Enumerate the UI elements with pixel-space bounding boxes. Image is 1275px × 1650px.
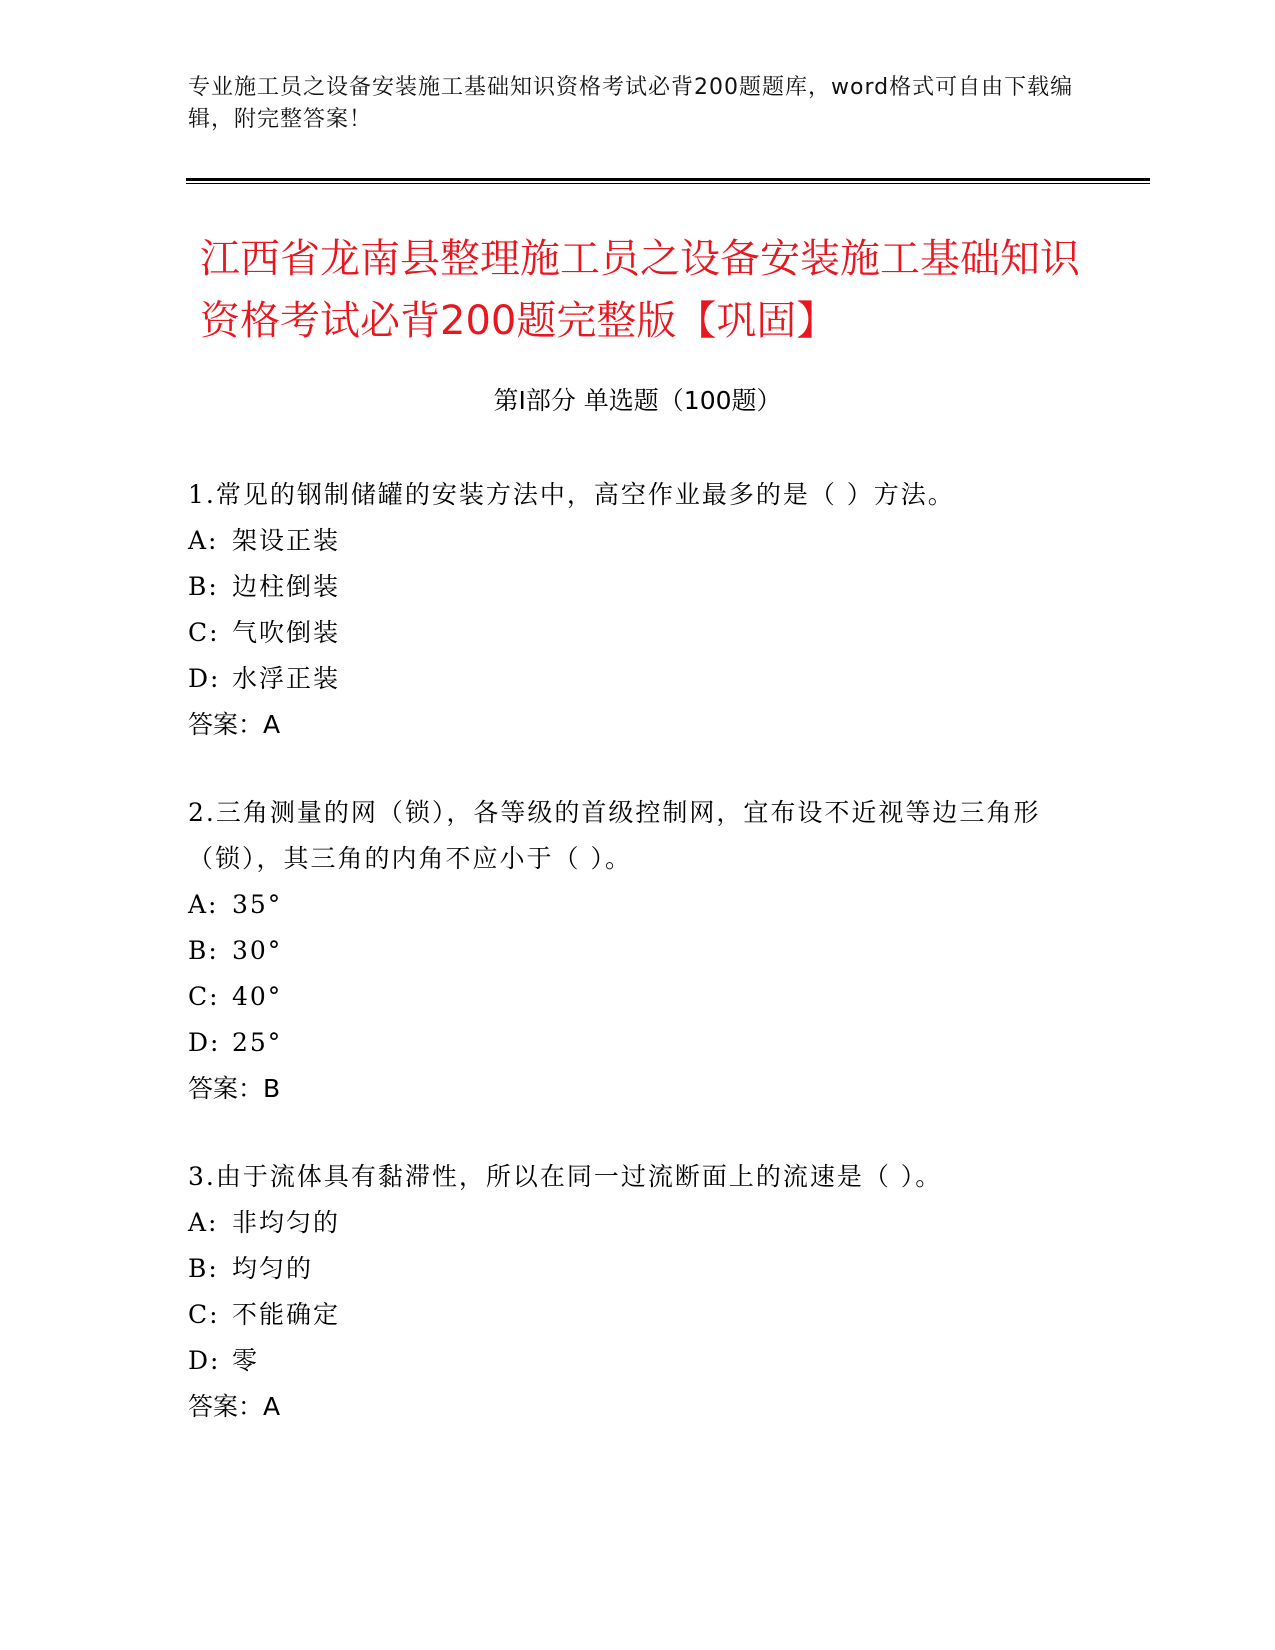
option-key: A: xyxy=(188,526,219,555)
option-key: B: xyxy=(188,1254,219,1283)
answer-line xyxy=(188,1384,1068,1430)
answer-label: 答案： xyxy=(188,1074,264,1103)
option-key: C: xyxy=(188,1300,220,1329)
question-2 xyxy=(188,790,1068,1112)
option-text: 架设正装 xyxy=(232,526,341,555)
answer-label: 答案： xyxy=(188,710,264,739)
option-text: 25° xyxy=(232,1028,283,1057)
answer-value: B xyxy=(263,1074,281,1103)
option-d xyxy=(188,1020,1068,1066)
option-b xyxy=(188,928,1068,974)
header-divider-thick xyxy=(186,178,1150,181)
option-text: 35° xyxy=(232,890,283,919)
option-text: 不能确定 xyxy=(232,1300,341,1329)
header-divider-thin xyxy=(186,183,1150,184)
question-stem: 3.由于流体具有黏滞性，所以在同一过流断面上的流速是（ ）。 xyxy=(188,1162,943,1191)
document-title: 江西省龙南县整理施工员之设备安装施工基础知识资格考试必背200题完整版【巩固】 xyxy=(200,236,1080,344)
option-key: B: xyxy=(188,936,219,965)
option-key: C: xyxy=(188,982,220,1011)
option-key: D: xyxy=(188,1346,221,1375)
question-stem: 1.常见的钢制储罐的安装方法中，高空作业最多的是（ ）方法。 xyxy=(188,480,955,509)
option-b xyxy=(188,564,1068,610)
option-d xyxy=(188,656,1068,702)
question-stem: 2.三角测量的网（锁），各等级的首级控制网，宜布设不近视等边三角形（锁），其三角的内角不应小于（ ）。 xyxy=(188,798,1041,873)
answer-line xyxy=(188,702,1068,748)
option-d xyxy=(188,1338,1068,1384)
option-text: 边柱倒装 xyxy=(232,572,341,601)
option-c xyxy=(188,1292,1068,1338)
option-b xyxy=(188,1246,1068,1292)
option-key: D: xyxy=(188,1028,221,1057)
option-a xyxy=(188,1200,1068,1246)
option-c xyxy=(188,610,1068,656)
option-key: A: xyxy=(188,1208,219,1237)
option-a xyxy=(188,518,1068,564)
option-text: 气吹倒装 xyxy=(232,618,341,647)
answer-value: A xyxy=(263,710,281,739)
option-a xyxy=(188,882,1068,928)
option-text: 水浮正装 xyxy=(232,664,341,693)
question-3 xyxy=(188,1154,1068,1430)
option-text: 40° xyxy=(232,982,283,1011)
answer-value: A xyxy=(263,1392,281,1421)
option-text: 非均匀的 xyxy=(232,1208,341,1237)
answer-line xyxy=(188,1066,1068,1112)
answer-label: 答案： xyxy=(188,1392,264,1421)
option-text: 30° xyxy=(232,936,283,965)
option-key: A: xyxy=(188,890,219,919)
section-title: 第Ⅰ部分 单选题（100题） xyxy=(493,386,782,415)
option-text: 零 xyxy=(232,1346,260,1375)
option-key: C: xyxy=(188,618,220,647)
option-text: 均匀的 xyxy=(232,1254,314,1283)
option-c xyxy=(188,974,1068,1020)
header-note: 专业施工员之设备安装施工基础知识资格考试必背200题题库，word格式可自由下载编辑，附完整答案！ xyxy=(188,75,1074,132)
question-1 xyxy=(188,472,1068,748)
option-key: D: xyxy=(188,664,221,693)
option-key: B: xyxy=(188,572,219,601)
